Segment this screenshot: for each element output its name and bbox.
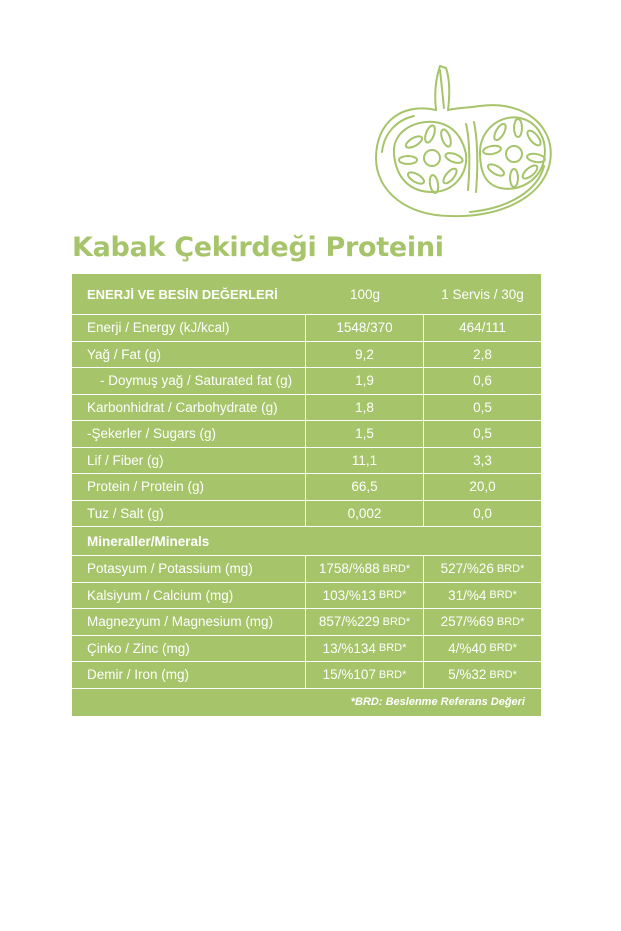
value-100g: 0,002: [306, 501, 424, 527]
table-row: [72, 583, 541, 610]
value-text: 857/%229: [318, 614, 380, 630]
value-text: 5/%32: [448, 667, 487, 683]
table-row: [72, 315, 541, 342]
value-serving: 2,8: [473, 346, 492, 362]
value-100g: 66,5: [306, 474, 424, 500]
value-100g: [306, 609, 424, 635]
table-row: [72, 421, 541, 448]
brd-unit: BRD*: [496, 615, 525, 628]
value-100g: 1,9: [306, 368, 424, 394]
table-row: [72, 501, 541, 528]
value-100g: 9,2: [306, 342, 424, 368]
brd-unit: BRD*: [378, 589, 407, 602]
value-text: 1758/%88: [318, 561, 380, 577]
value-serving: 0,5: [473, 399, 492, 415]
value-100g: [306, 636, 424, 662]
value-text: 13/%134: [322, 640, 376, 656]
value-text: 527/%26: [440, 561, 494, 577]
mineral-label: Çinko / Zinc (mg): [72, 636, 306, 662]
header-col-100g: 100g: [349, 286, 381, 302]
value-text: 4/%40: [448, 640, 487, 656]
value-100g: 1,5: [306, 421, 424, 447]
product-title: Kabak Çekirdeği Proteini: [72, 232, 444, 263]
table-row: [72, 636, 541, 663]
value-serving: 0,5: [473, 426, 492, 442]
nutrient-label: Enerji / Energy (kJ/kcal): [72, 315, 306, 341]
table-row: [72, 474, 541, 501]
brd-unit: BRD*: [489, 642, 517, 655]
footnote-row: [72, 689, 541, 716]
footnote: *BRD: Beslenme Referans Değeri: [350, 696, 525, 708]
value-serving: [424, 583, 541, 609]
brd-unit: BRD*: [382, 615, 411, 628]
value-text: 31/%4: [448, 587, 487, 603]
header-label: ENERJİ VE BESİN DEĞERLERİ: [87, 286, 278, 302]
table-row: [72, 609, 541, 636]
table-row: [72, 556, 541, 583]
pumpkin-sketch-icon: [370, 62, 560, 222]
value-serving: 0,0: [473, 505, 492, 521]
table-row: [72, 368, 541, 395]
table-row: [72, 342, 541, 369]
brd-unit: BRD*: [378, 668, 407, 681]
value-100g: [306, 583, 424, 609]
mineral-label: Demir / Iron (mg): [72, 662, 306, 688]
value-serving: [424, 636, 541, 662]
value-100g: 1548/370: [306, 315, 424, 341]
mineral-label: Magnezyum / Magnesium (mg): [72, 609, 306, 635]
nutrient-label: Karbonhidrat / Carbohydrate (g): [72, 395, 306, 421]
mineral-label: Potasyum / Potassium (mg): [72, 556, 306, 582]
nutrient-label: - Doymuş yağ / Saturated fat (g): [72, 368, 306, 394]
nutrient-label: -Şekerler / Sugars (g): [72, 421, 306, 447]
table-row: [72, 662, 541, 689]
value-100g: [306, 662, 424, 688]
brd-unit: BRD*: [496, 562, 525, 575]
value-text: 103/%13: [322, 587, 376, 603]
mineral-label: Kalsiyum / Calcium (mg): [72, 583, 306, 609]
brd-unit: BRD*: [489, 589, 517, 602]
table-header-row: [72, 274, 541, 315]
value-text: 15/%107: [322, 667, 376, 683]
value-100g: 1,8: [306, 395, 424, 421]
value-serving: 0,6: [473, 373, 492, 389]
value-100g: 11,1: [306, 448, 424, 474]
value-serving: [424, 556, 541, 582]
nutrient-label: Tuz / Salt (g): [72, 501, 306, 527]
value-100g: [306, 556, 424, 582]
nutrient-label: Lif / Fiber (g): [72, 448, 306, 474]
value-text: 257/%69: [440, 614, 494, 630]
value-serving: 3,3: [473, 452, 492, 468]
nutrient-label: Yağ / Fat (g): [72, 342, 306, 368]
nutrition-table: [72, 274, 541, 716]
value-serving: 20,0: [469, 479, 496, 495]
brd-unit: BRD*: [382, 562, 411, 575]
minerals-header: Mineraller/Minerals: [87, 533, 210, 549]
value-serving: [424, 609, 541, 635]
value-serving: [424, 662, 541, 688]
table-row: [72, 395, 541, 422]
header-col-serving: 1 Servis / 30g: [441, 286, 524, 302]
brd-unit: BRD*: [489, 668, 517, 681]
value-serving: 464/111: [459, 320, 506, 336]
brd-unit: BRD*: [378, 642, 407, 655]
minerals-section-row: [72, 527, 541, 556]
nutrient-label: Protein / Protein (g): [72, 474, 306, 500]
table-row: [72, 448, 541, 475]
